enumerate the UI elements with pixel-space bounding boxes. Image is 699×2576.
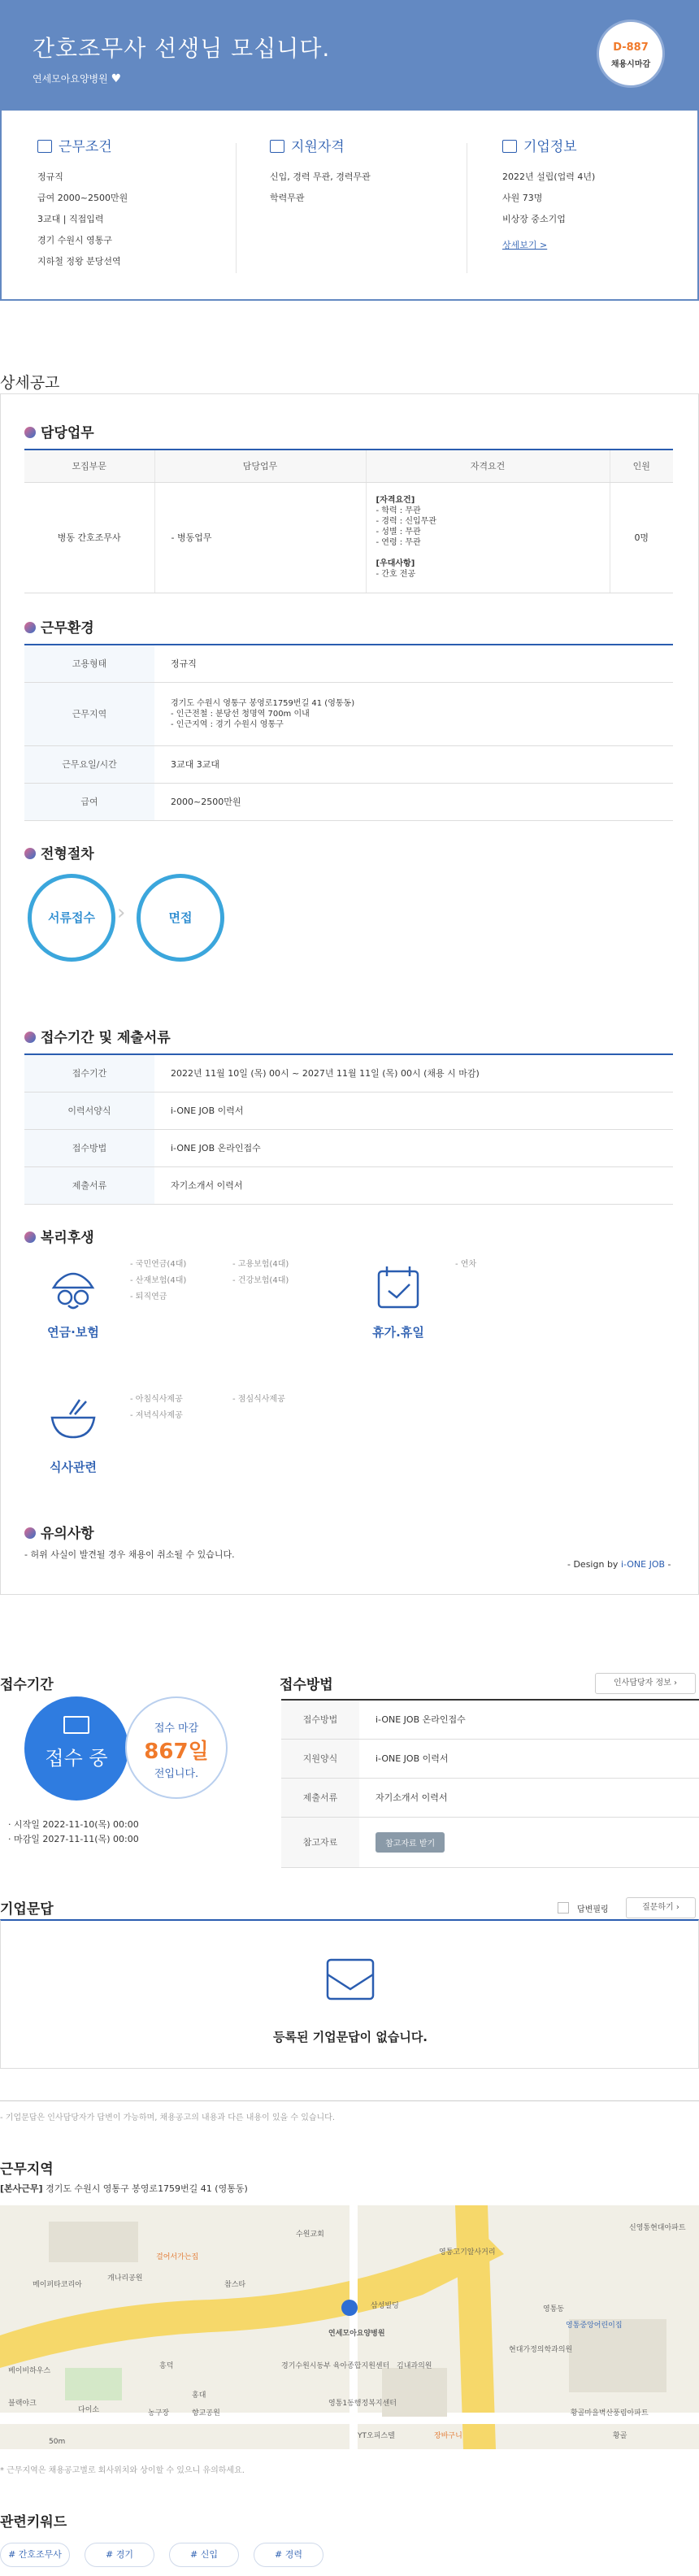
heart-icon[interactable]: ♥: [111, 72, 122, 85]
contact-info-button[interactable]: 인사담당자 정보 ›: [595, 1673, 696, 1694]
step-interview: 면접: [137, 874, 224, 962]
summary-qualifications: 지원자격 신입, 경력 무관, 경력무관 학력무관: [270, 139, 371, 203]
qna-note: - 기업문답은 인사담당자가 답변이 가능하며, 채용공고의 내용과 다른 내용이 있을 수 있습니다.: [0, 2113, 336, 2122]
step-document: 서류접수: [28, 874, 115, 962]
receipt-start: · 시작일 2022-11-10(목) 00:00: [8, 1819, 139, 1830]
summary-conditions: 근무조건 정규직 급여 2000~2500만원 3교대 | 직접입력 경기 수원시 영통구 지하철 정왕 분당선역: [37, 139, 128, 267]
duty-heading: 담당업무: [24, 421, 94, 441]
receipt-deadline-circle: 접수 마감 867일 전입니다.: [125, 1696, 228, 1799]
process-heading: 전형절차: [24, 842, 94, 862]
dday-status: 채용시마감: [610, 60, 651, 69]
receipt-end: · 마감일 2027-11-11(목) 00:00: [8, 1834, 139, 1844]
docs-heading: 접수기간 및 제출서류: [24, 1026, 171, 1046]
welfare-holiday-title: 휴가.휴일: [372, 1325, 424, 1340]
method-table: 접수방법 i-ONE JOB 온라인접수 지원양식 i-ONE JOB 이력서 제출서류 자기소개서 이력서 참고자료 참고자료 받기: [281, 1699, 699, 1868]
door-icon: [37, 140, 52, 153]
receipt-status-circle: 접수 중: [24, 1696, 128, 1801]
book-icon: [63, 1716, 89, 1734]
location-note: * 근무지역은 채용공고별로 회사위치와 상이할 수 있으니 유의하세요.: [0, 2466, 245, 2475]
keyword-tag[interactable]: # 간호조무사: [0, 2543, 70, 2567]
building-icon: [502, 140, 517, 153]
keyword-tag[interactable]: # 경기: [85, 2543, 154, 2567]
envelope-icon: [324, 1957, 376, 2002]
location-address: [본사근무] 경기도 수원시 영통구 봉영로1759번길 41 (영통동): [0, 2183, 248, 2194]
env-table: 고용형태 정규직 근무지역 경기도 수원시 영통구 봉영로1759번길 41 (영통동) - 인근전철 : 분당선 청명역 700m 이내 - 인근지역 : 경기 수원시 영통구 근무요일/시간 3교대 3교대 급여 2000~2500만원: [24, 644, 673, 821]
keywords-title: 관련키워드: [0, 2514, 67, 2530]
qna-box: [0, 1919, 699, 2069]
docs-table: 접수기간 2022년 11월 10일 (목) 00시 ~ 2027년 11월 11일 (목) 00시 (채용 시 마감) 이력서양식 i-ONE JOB 이력서 접수방법 i-ONE JOB 온라인접수 제출서류 자기소개서 이력서: [24, 1053, 673, 1205]
calendar-icon: [376, 1265, 421, 1310]
notes-text: - 허위 사실이 발견될 경우 채용이 취소될 수 있습니다.: [24, 1549, 235, 1560]
answer-filter-label: 답변필링: [577, 1905, 609, 1914]
meal-icon: [47, 1397, 99, 1442]
job-title: 간호조무사 선생님 모십니다.: [33, 35, 331, 62]
method-title: 접수방법: [280, 1677, 333, 1693]
job-header: [0, 0, 699, 111]
qna-title: 기업문답: [0, 1901, 54, 1918]
detail-title: 상세공고: [0, 374, 60, 392]
keyword-tag[interactable]: # 신입: [169, 2543, 239, 2567]
env-heading: 근무환경: [24, 616, 94, 636]
welfare-heading: 복리후생: [24, 1226, 94, 1246]
company-name[interactable]: 연세모아요양병원 ♥: [33, 72, 122, 85]
document-icon: [270, 140, 284, 153]
download-reference-button[interactable]: 참고자료 받기: [376, 1832, 445, 1853]
receipt-title: 접수기간: [0, 1677, 54, 1693]
qna-empty: 등록된 기업문답이 없습니다.: [272, 2030, 428, 2044]
job-summary: [0, 111, 699, 301]
location-title: 근무지역: [0, 2161, 54, 2178]
chevron-right-icon: ›: [117, 901, 126, 925]
summary-company: 기업정보 2022년 설립(업력 4년) 사원 73명 비상장 중소기업 상세보기 >: [502, 139, 596, 250]
company-detail-link[interactable]: 상세보기 >: [502, 240, 548, 250]
notes-heading: 유의사항: [24, 1522, 94, 1542]
welfare-meal-title: 식사관련: [50, 1460, 97, 1475]
dday-count: D-887: [613, 41, 649, 54]
welfare-insurance-title: 연금·보험: [47, 1325, 99, 1340]
answer-filter-checkbox[interactable]: [558, 1902, 569, 1914]
insurance-icon: [47, 1265, 99, 1310]
dday-badge: [597, 20, 665, 88]
design-credit: - Design by i-ONE JOB -: [567, 1559, 671, 1570]
keyword-tag[interactable]: # 경력: [254, 2543, 323, 2567]
location-map[interactable]: 수원교회 신영통현대아파트 영통고기알사거리 걸어서가는집 메이퍼타코리아 개나리공원 참스타 연세모아요양병원 삼성빌딩 영통중앙어린이집 영통동 김내과의원 현대가정의학과의원 베이비하우스 흥덕 경기수원시동부 육아종합지원센터 영통1동행정복지센터 블랙야크 홍대 다이소 농구장 향교공원 황골마을벽산풍림아파트 YT오피스텔 장바구니 황골 50m: [0, 2205, 699, 2449]
duty-table: 모집부문 담당업무 자격요건 인원 병동 간호조무사 - 병동업무 [자격요건] - 학력 : 무관 - 경력 : 신입무관 - 성별 : 무관 - 연령 : 무관 [우대사항] - 간호 전공 0명: [24, 449, 673, 593]
ask-question-button[interactable]: 질문하기 ›: [626, 1897, 696, 1918]
